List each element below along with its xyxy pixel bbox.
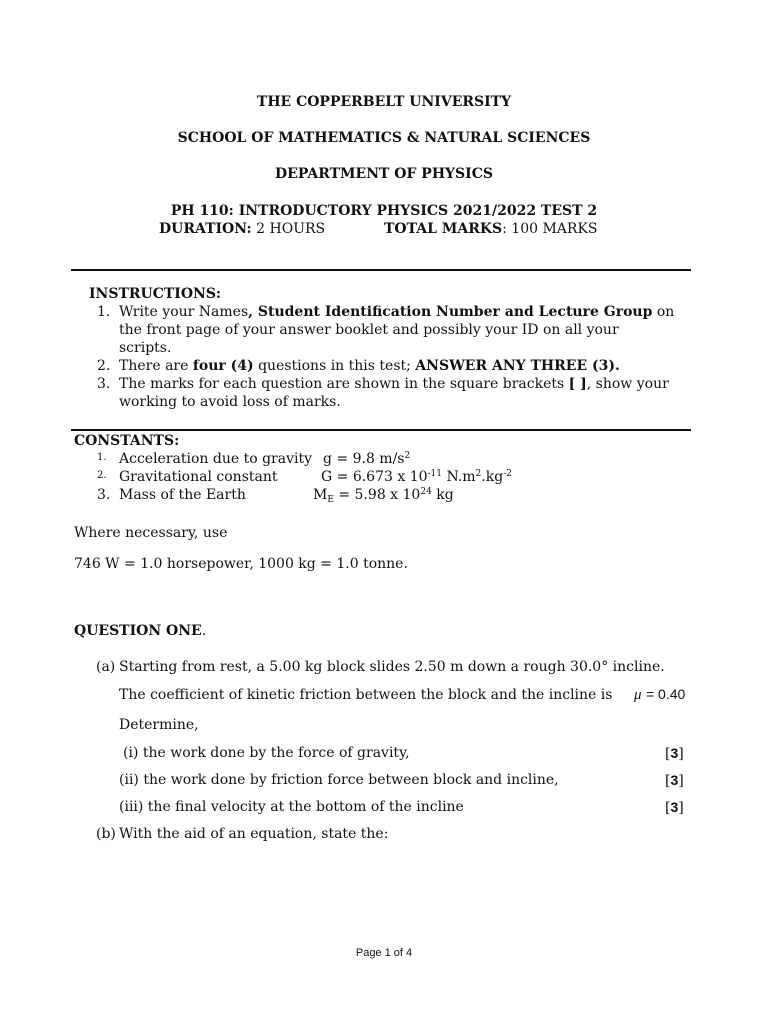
instruction-2-number: 2. <box>97 358 111 374</box>
question-one-heading-dot: . <box>201 623 207 639</box>
department-title: DEPARTMENT OF PHYSICS <box>275 166 493 182</box>
instruction-2-text-b: four (4) <box>192 358 254 374</box>
instruction-2-text-d: ANSWER ANY THREE (3). <box>415 358 620 374</box>
instruction-1-text-b: , Student Identification Number and Lecture Group <box>248 304 653 320</box>
constants-title: CONSTANTS: <box>74 433 180 449</box>
part-a-iii-marks <box>665 799 684 816</box>
instruction-2-text-a: There are <box>119 358 193 374</box>
marks-value: 3 <box>670 772 679 788</box>
instruction-3-brackets: [ ] <box>568 376 587 392</box>
instruction-1-line-3: scripts. <box>119 340 172 356</box>
constant-3-value <box>313 487 454 505</box>
determine-label: Determine, <box>119 717 199 733</box>
conversion-note: 746 W = 1.0 horsepower, 1000 kg = 1.0 tonne. <box>74 556 408 572</box>
duration-label: DURATION: <box>159 221 252 237</box>
question-one-heading: QUESTION ONE <box>74 623 202 639</box>
constant-1-value <box>323 451 410 467</box>
earth-mass-subscript: E <box>327 495 334 505</box>
marks-value: 3 <box>670 745 679 761</box>
total-marks-value: : 100 MARKS <box>502 221 598 237</box>
instruction-3-text-a: The marks for each question are shown in the square brackets <box>119 376 569 392</box>
part-b-text: With the aid of an equation, state the: <box>119 826 389 842</box>
part-a-iii-text: (iii) the final velocity at the bottom of the incline <box>119 799 464 815</box>
g-constant-unit-a: N.m <box>442 469 476 485</box>
marks-open-bracket: [ <box>665 773 671 789</box>
part-a-i-text: (i) the work done by the force of gravity, <box>123 745 410 761</box>
marks-close-bracket: ] <box>678 746 684 762</box>
instruction-3-text-c: , show your <box>586 376 669 392</box>
part-b-label: (b) <box>96 826 116 842</box>
earth-mass-unit: kg <box>431 487 454 503</box>
instructions-title: INSTRUCTIONS: <box>89 286 222 302</box>
constant-2-number: 2. <box>97 470 107 481</box>
gravity-value: g = 9.8 m/s <box>323 451 405 467</box>
instruction-3-line-2: working to avoid loss of marks. <box>119 394 341 410</box>
part-a-label: (a) <box>96 659 116 675</box>
instruction-1-text-a: Write your Names <box>119 304 249 320</box>
g-constant-exponent: -11 <box>427 469 443 479</box>
part-a-ii-marks <box>665 772 684 789</box>
instruction-1-number: 1. <box>97 304 111 320</box>
school-title: SCHOOL OF MATHEMATICS & NATURAL SCIENCES <box>177 130 591 146</box>
constant-1-number: 1. <box>97 452 107 463</box>
question-one-title <box>74 623 206 639</box>
marks-value: 3 <box>670 799 679 815</box>
mu-symbol: μ <box>634 687 642 703</box>
marks-close-bracket: ] <box>678 800 684 816</box>
page-number: Page 1 of 4 <box>355 947 413 959</box>
marks-open-bracket: [ <box>665 800 671 816</box>
g-constant-unit-exp-b: -2 <box>503 469 512 479</box>
constant-3-number: 3. <box>97 487 111 503</box>
instructions-divider <box>71 429 691 431</box>
total-marks-label: TOTAL MARKS <box>384 221 503 237</box>
instruction-1-text-c: on <box>652 304 675 320</box>
instruction-2-line <box>119 358 620 374</box>
header-divider <box>71 269 691 271</box>
instruction-3-number: 3. <box>97 376 111 392</box>
instruction-1-line-1 <box>119 304 674 320</box>
constant-2-label: Gravitational constant <box>119 469 278 485</box>
instruction-3-line-1 <box>119 376 669 392</box>
marks-open-bracket: [ <box>665 746 671 762</box>
part-a-i-marks <box>665 745 684 762</box>
earth-mass-value: = 5.98 x 10 <box>333 487 421 503</box>
marks-close-bracket: ] <box>678 773 684 789</box>
part-a-ii-text: (ii) the work done by friction force between block and incline, <box>119 772 559 788</box>
duration-line <box>159 221 325 237</box>
constant-1-label: Acceleration due to gravity <box>119 451 313 467</box>
duration-value: 2 HOURS <box>256 221 326 237</box>
university-title: THE COPPERBELT UNIVERSITY <box>256 94 512 110</box>
friction-coefficient <box>634 686 685 704</box>
instruction-2-text-c: questions in this test; <box>253 358 416 374</box>
gravity-exponent: 2 <box>404 451 411 461</box>
g-constant-value: G = 6.673 x 10 <box>321 469 428 485</box>
total-marks-line <box>384 221 598 237</box>
part-a-line-2: The coefficient of kinetic friction between the block and the incline is <box>119 687 613 703</box>
course-title: PH 110: INTRODUCTORY PHYSICS 2021/2022 TEST 2 <box>170 203 598 219</box>
g-constant-unit-exp-a: 2 <box>475 469 482 479</box>
instruction-1-line-2: the front page of your answer booklet and possibly your ID on all your <box>119 322 619 338</box>
earth-mass-exponent: 24 <box>420 487 432 497</box>
where-necessary-note: Where necessary, use <box>74 525 228 541</box>
g-constant-unit-b: .kg <box>481 469 504 485</box>
constant-2-value <box>321 469 512 485</box>
mu-value: = 0.40 <box>645 686 686 702</box>
earth-mass-symbol: M <box>313 487 328 503</box>
part-a-line-1: Starting from rest, a 5.00 kg block slides 2.50 m down a rough 30.0° incline. <box>119 659 665 675</box>
constant-3-label: Mass of the Earth <box>119 487 246 503</box>
